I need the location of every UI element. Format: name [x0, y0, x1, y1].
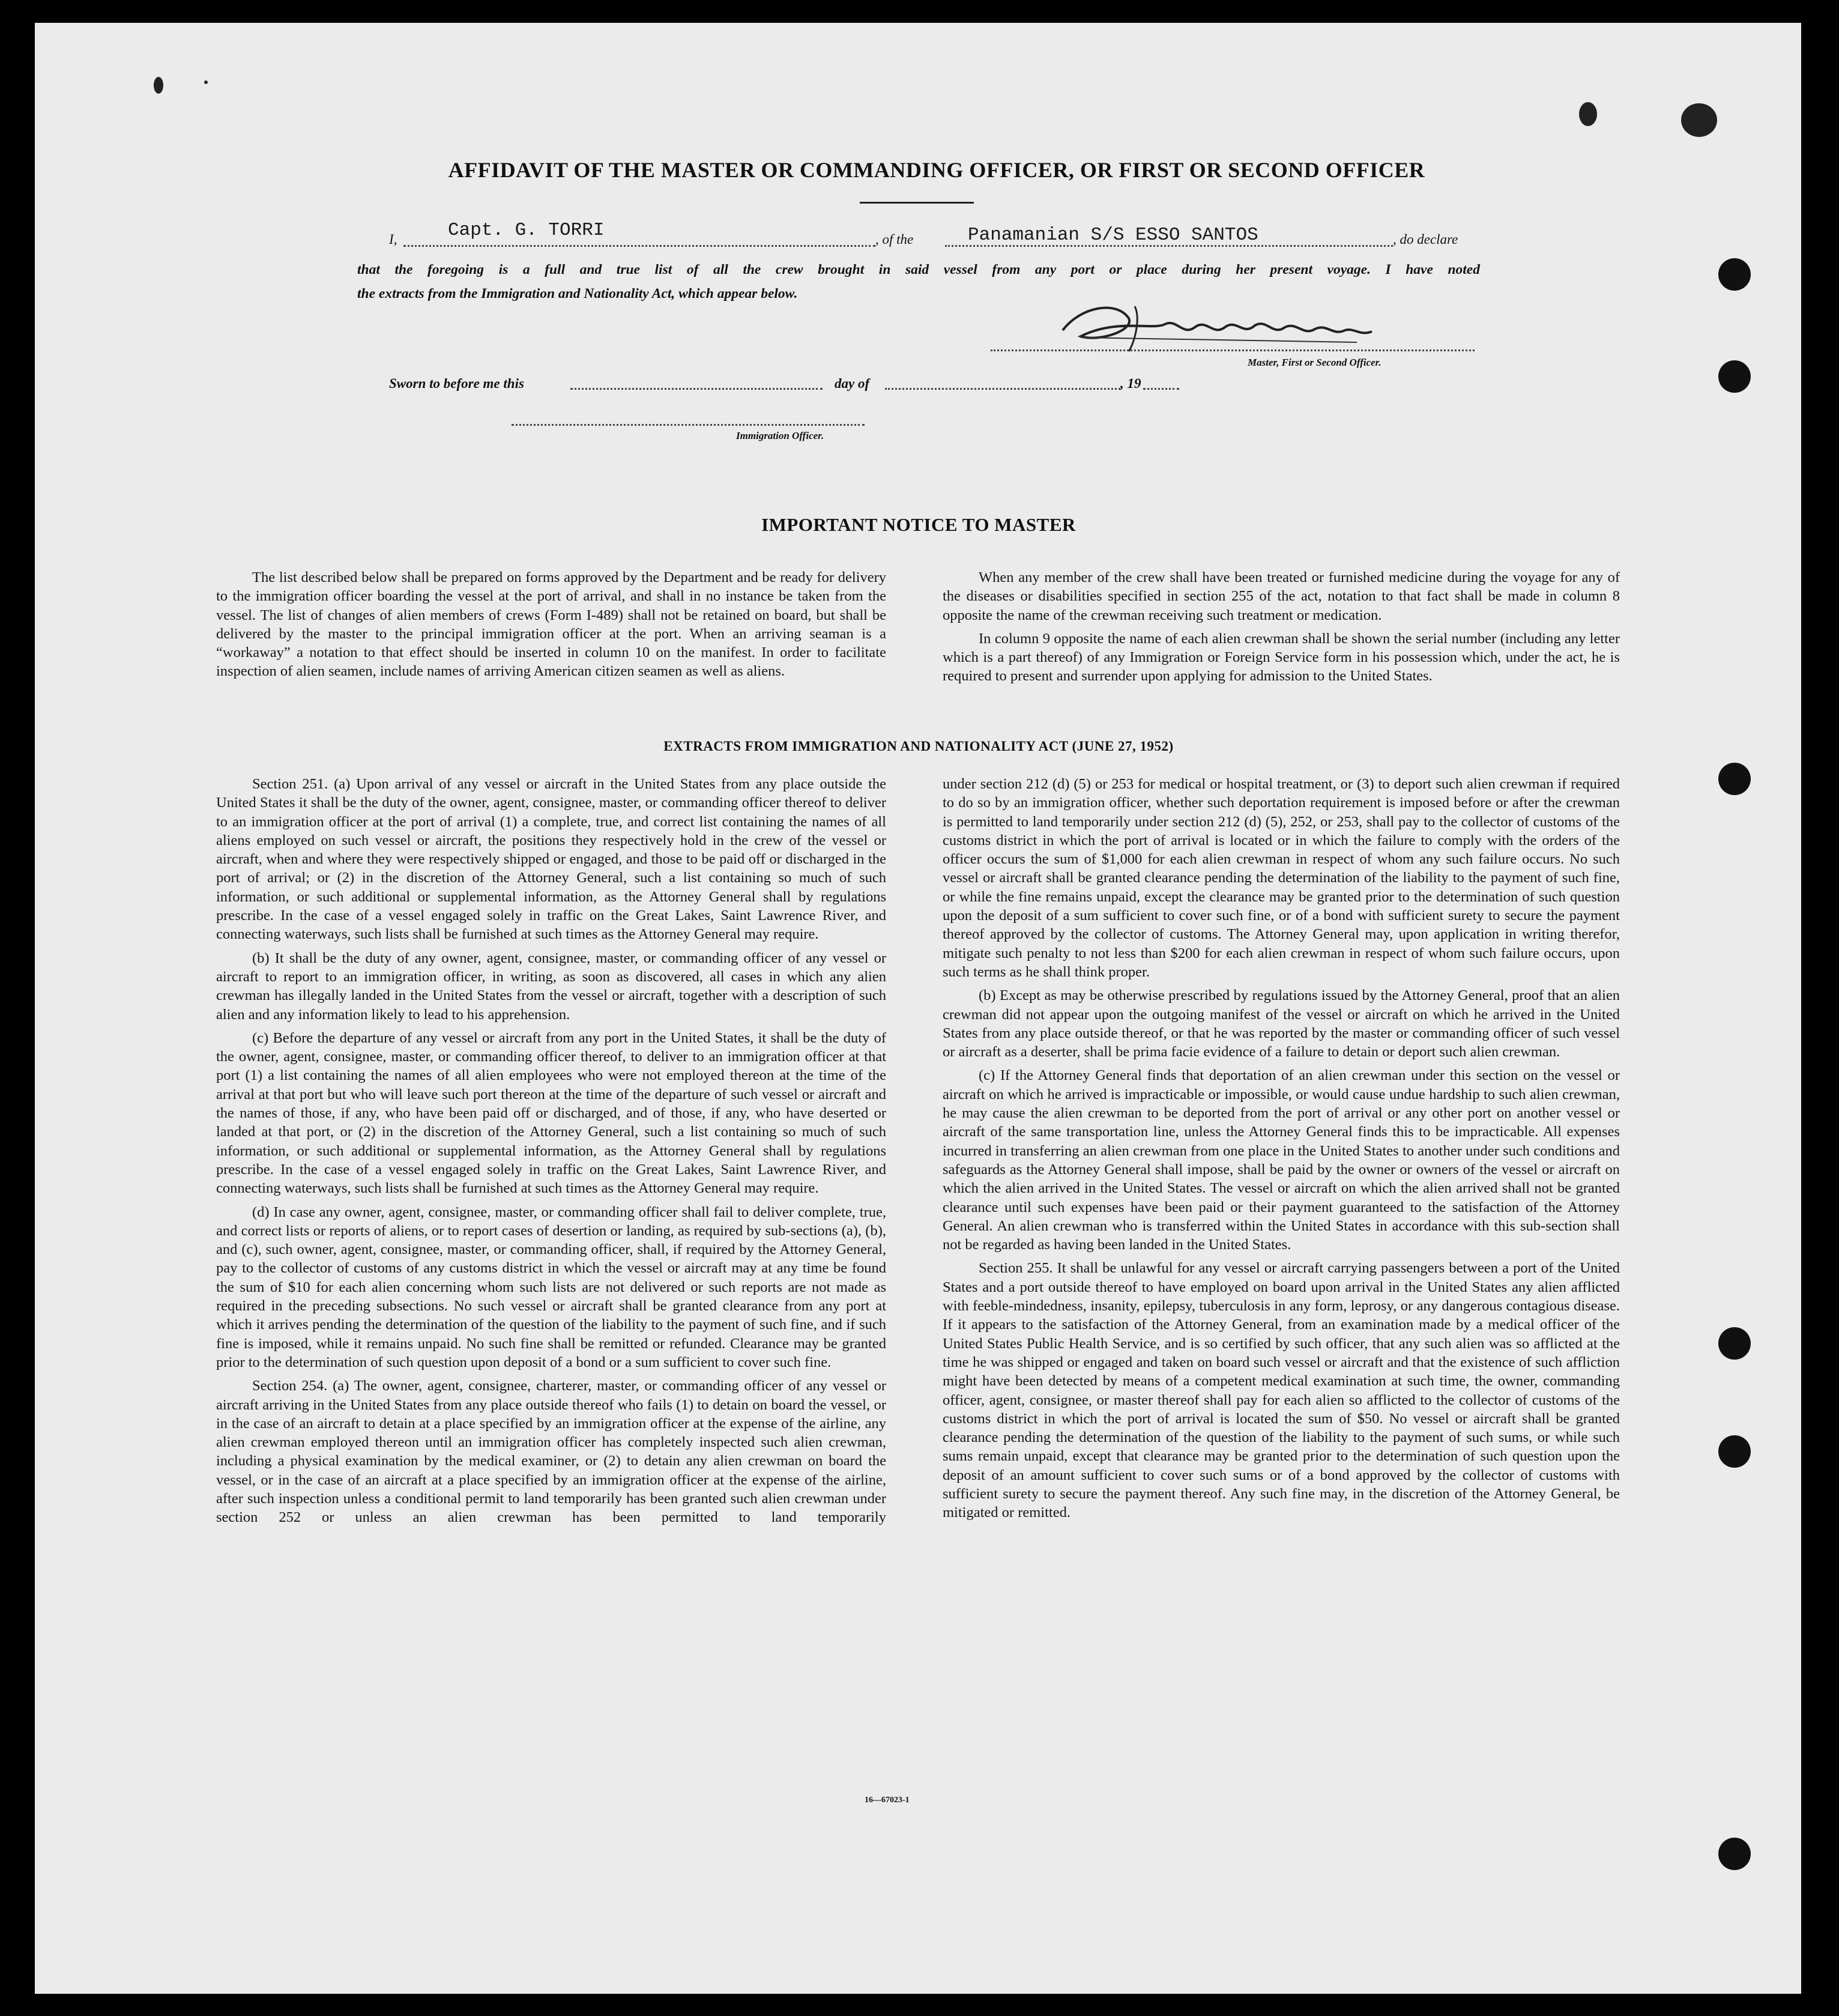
- extract-paragraph: (c) If the Attorney General finds that deportation of an alien crewman under this section on the vessel or aircraft on which he arrived is impracticable or impossible, or would cause undue hardship to such alien crewman, he may cause the alien crewman to be deported from the port of arrival or any other port on another vessel or aircraft of the same transportation line, unless the Attorney General finds this to be impracticable. All expenses incurred in transferring an alien crewman from one place in the United States to another under such conditions and safeguards as the Attorney General shall impose, shall be paid by the owner or owners of the vessel or aircraft on which the alien arrived in the United States. The vessel or aircraft on which the alien arrived shall not be granted clearance until such expenses have been paid or their payment guaranteed to the satisfaction of the Attorney General. An alien crewman who is transferred within the United States in accordance with this sub-section shall not be regarded as having been landed in the United States.: [943, 1067, 1620, 1253]
- punch-hole: [1718, 1838, 1751, 1870]
- punch-hole: [1718, 1435, 1751, 1468]
- extract-paragraph: Section 255. It shall be unlawful for any vessel or aircraft carrying passengers between a port of the United States and a port outside thereof to have employed on board upon arrival in the United States any alien afflicted with feeble-mindedness, insanity, epilepsy, tuberculosis in any form, leprosy, or any dangerous contagious disease. If it appears to the satisfaction of the Attorney General, from an examination made by a medical officer of the United States Public Health Service, and is so certified by such officer, that any such alien was so afflicted at the time he was shipped or engaged and taken on board such vessel or aircraft and that the existence of such affliction might have been detected by means of a competent medical examination at such time, the owner, commanding officer, agent, consignee, or master thereof shall pay for each alien so afflicted to the collector of customs of the customs district in which the port of arrival is located the sum of $50. No vessel or aircraft shall be granted clearance pending the determination of the question of the liability to the payment of such sums, or while such sums remain unpaid, except that clearance may be granted prior to the determination of such question upon the deposit of an amount sufficient to cover such sums or of a bond approved by the collector of customs with sufficient surety to secure the payment thereof. Any such fine may, in the discretion of the Attorney General, be mitigated or remitted.: [943, 1260, 1620, 1521]
- name-blank: [403, 245, 875, 247]
- extract-paragraph: (b) Except as may be otherwise prescribed by regulations issued by the Attorney General, proof that an alien crewman did not appear upon the outgoing manifest of the vessel or aircraft on which he arrived in the United States from any place outside thereof, or that he was reported by the master or commanding officer of such vessel or aircraft as a deserter, shall be prima facie evidence of a failure to detain or deport such alien crewman.: [943, 987, 1620, 1061]
- month-blank: [885, 388, 1120, 390]
- extract-paragraph: Section 251. (a) Upon arrival of any vessel or aircraft in the United States from any place outside the United States it shall be the duty of the owner, agent, consignee, master, or commanding officer thereof to deliver to an immigration officer at the port of arrival (1) a complete, true, and correct list containing the names of all aliens employed on such vessel or aircraft, the positions they respectively hold in the crew of the vessel or aircraft, when and where they were respectively shipped or engaged, and those to be paid off or discharged in the port of arrival; or (2) in the discretion of the Attorney General, such a list containing so much of such information, or such additional or supplemental information, as the Attorney General shall by regulations prescribe. In the case of a vessel engaged solely in traffic on the Great Lakes, Saint Lawrence River, and connecting waterways, such lists shall be furnished at such times as the Attorney General may require.: [216, 776, 886, 943]
- notice-heading: IMPORTANT NOTICE TO MASTER: [761, 514, 1076, 535]
- extracts-right-column: [943, 775, 1620, 1527]
- day-of-label: day of: [835, 376, 870, 391]
- ink-spot: [1681, 103, 1717, 137]
- punch-hole: [1718, 258, 1751, 291]
- extract-paragraph: (d) In case any owner, agent, consignee, master, or commanding officer shall fail to deliver complete, true, and correct lists or reports of aliens, or to report cases of desertion or landing, as required by sub-sections (a), (b), and (c), such owner, agent, consignee, master, or commanding officer, shall, if required by the Attorney General, pay to the collector of customs of any customs district in which the vessel or aircraft may at any time be found the sum of $10 for each alien concerning whom such lists are not delivered or such reports are not made as required in the preceding subsections. No such vessel or aircraft shall be granted clearance from any port at which it arrives pending the determination of the question of the liability to the payment of such fine, and if such fine is imposed, while it remains unpaid. No such fine shall be remitted or refunded. Clearance may be granted prior to the determination of such question upon deposit of a bond or a sum sufficient to cover such fine.: [216, 1203, 886, 1370]
- notice-paragraph: When any member of the crew shall have been treated or furnished medicine during the voyage for any of the diseases or disabilities specified in section 255 of the act, notation to that fact shall be made in column 8 opposite the name of the crewman receiving such treatment or medication.: [943, 569, 1620, 623]
- do-declare-label: , do declare: [1393, 232, 1458, 247]
- signature-line: [991, 350, 1475, 351]
- sworn-blank: [570, 388, 823, 390]
- vessel-name: Panamanian S/S ESSO SANTOS: [968, 225, 1258, 246]
- extracts-heading: EXTRACTS FROM IMMIGRATION AND NATIONALITY ACT (JUNE 27, 1952): [663, 739, 1174, 754]
- of-the-label: , of the: [875, 232, 914, 247]
- notice-right-column: [943, 568, 1620, 691]
- sworn-label: Sworn to before me this: [389, 376, 524, 391]
- punch-hole: [1718, 1327, 1751, 1360]
- ink-spot: [1579, 102, 1597, 126]
- ink-spot: [154, 77, 163, 94]
- title-rule: [860, 202, 974, 204]
- punch-hole: [1718, 360, 1751, 393]
- signature-caption: Master, First or Second Officer.: [1248, 357, 1382, 368]
- extract-paragraph: Section 254. (a) The owner, agent, consignee, charterer, master, or commanding officer of any vessel or aircraft arriving in the United States from any place outside thereof who fails (1) to detain on board the vessel, or in the case of an aircraft to detain at a place specified by an immigration officer at the expense of the airline, any alien crewman employed thereon until an immigration officer has completely inspected such alien crewman, including a physical examination by the medical examiner, or (2) to detain any alien crewman on board the vessel, or in the case of an aircraft at a place specified by an immigration officer at the expense of the airline, after such inspection unless a conditional permit to land temporarily has been granted such alien crewman under section 252 or unless an alien crewman has been permitted to land temporarily: [216, 1378, 886, 1526]
- year-blank: [1143, 388, 1179, 390]
- notice-left-column: [216, 568, 886, 686]
- officer-signature-line: [512, 424, 865, 426]
- immigration-officer-label: Immigration Officer.: [736, 430, 824, 441]
- form-code: 16—67023-1: [865, 1796, 910, 1805]
- extracts-left-column: [216, 775, 886, 1532]
- extract-paragraph: (b) It shall be the duty of any owner, agent, consignee, master, or commanding officer of any vessel or aircraft to report to an immigration officer, in writing, as soon as discovered, all cases in which any alien crewman has illegally landed in the United States from the vessel or aircraft, together with a description of such alien and any information likely to lead to his apprehension.: [216, 949, 886, 1023]
- punch-hole: [1718, 763, 1751, 795]
- extract-paragraph: under section 212 (d) (5) or 253 for medical or hospital treatment, or (3) to deport such alien crewman if required to do so by an immigration officer, whether such deportation requirement is imposed before or after the crewman is permitted to land temporarily under section 212 (d) (5), 252, or 253, shall pay to the collector of customs of the customs district in which the port of arrival is located or in which the failure to comply with the orders of the officer occurs the sum of $1,000 for each alien crewman in respect of whom any such failure occurs. No such vessel or aircraft shall be granted clearance pending the determination of the liability to the payment of such fine, or while the fine remains unpaid, except the clearance may be granted prior to the determination of such question upon the deposit of a sum sufficient to cover such fine, or of a bond with sufficient surety to secure the payment thereof approved by the collector of customs. The Attorney General may, upon application in writing therefor, mitigate such penalty to not less than $200 for each alien crewman in respect of whom such failure occurs, upon such terms as he shall think proper.: [943, 776, 1620, 980]
- notice-paragraph: In column 9 opposite the name of each alien crewman shall be shown the serial number (including any letter which is a part thereof) of any Immigration or Foreign Service form in his possession which, under the act, he is required to present and surrender upon applying for admission to the United States.: [943, 630, 1620, 685]
- declaration-prefix: I,: [389, 232, 397, 247]
- officer-name: Capt. G. TORRI: [448, 220, 605, 241]
- affidavit-title: AFFIDAVIT OF THE MASTER OR COMMANDING OFFICER, OR FIRST OR SECOND OFFICER: [448, 158, 1425, 182]
- ink-spot: [204, 80, 208, 84]
- year-label: , 19: [1120, 376, 1141, 391]
- declaration-line-2: the extracts from the Immigration and Nationality Act, which appear below.: [357, 286, 798, 301]
- extract-paragraph: (c) Before the departure of any vessel or aircraft from any port in the United States, it shall be the duty of the owner, agent, consignee, master, or commanding officer thereof, to deliver to an immigration officer at that port (1) a list containing the names of all alien employees who were not employed thereon at the time of the arrival at that port but who will leave such port thereon at the time of the departure of such vessel or aircraft and the names of those, if any, who have been paid off or discharged, and of those, if any, who have deserted or landed at that port, or (2) in the discretion of the Attorney General, such a list containing so much of such information, or such additional or supplemental information, as the Attorney General shall by regulations prescribe. In the case of a vessel engaged solely in traffic on the Great Lakes, Saint Lawrence River, and connecting waterways, such lists shall be furnished at such times as the Attorney General may require.: [216, 1029, 886, 1197]
- notice-paragraph: The list described below shall be prepared on forms approved by the Department and be ready for delivery to the immigration officer boarding the vessel at the port of arrival, and shall in no instance be taken from the vessel. The list of changes of alien members of crews (Form I-489) shall not be retained on board, but shall be delivered by the master to the principal immigration officer at the port. When an arriving seaman is a “workaway” a notation to that effect should be inserted in column 10 on the manifest. In order to facilitate inspection of alien seamen, include names of arriving American citizen seamen as well as aliens.: [216, 569, 886, 680]
- declaration-line-1: that the foregoing is a full and true list of all the crew brought in said vessel from any port or place during her present voyage. I have noted: [357, 262, 1480, 277]
